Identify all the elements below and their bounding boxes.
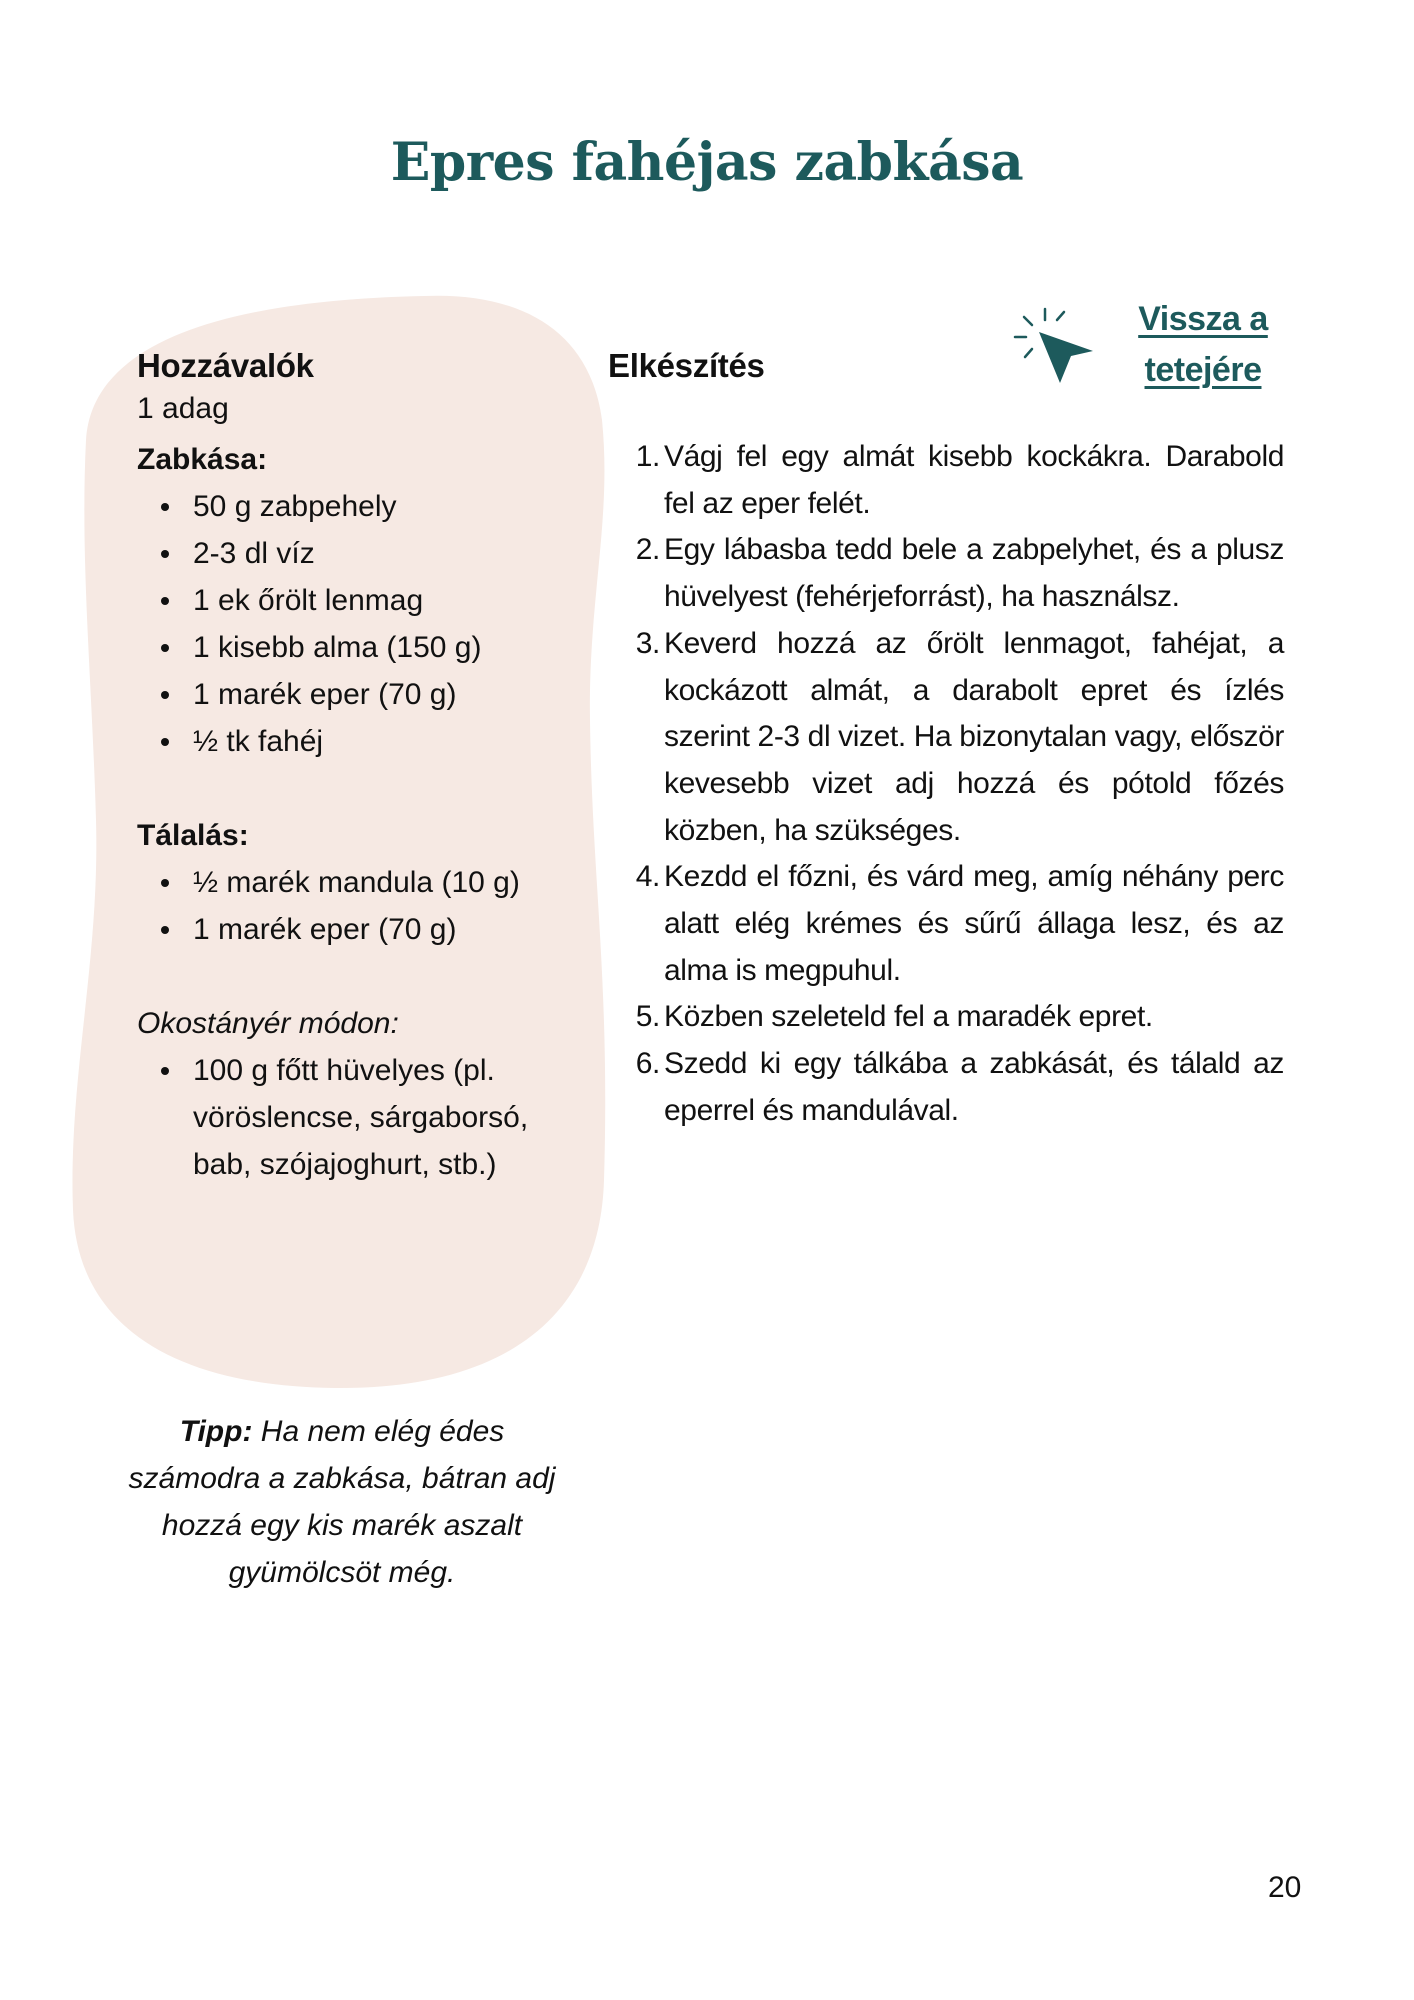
step-number: 6. <box>635 1047 660 1081</box>
tip-label: Tipp: <box>179 1415 253 1448</box>
ingredients-section <box>137 342 577 1188</box>
step-item <box>608 434 1284 527</box>
step-text: Vágj fel egy almát kisebb kockákra. Darabold fel az eper felét. <box>664 440 1284 520</box>
tip-note <box>112 1408 572 1596</box>
step-item <box>608 527 1284 620</box>
ingredients-heading: Hozzávalók <box>137 347 314 384</box>
step-item <box>608 994 1284 1041</box>
step-number: 3. <box>635 626 660 660</box>
step-text: Egy lábasba tedd bele a zabpelyhet, és a plusz hüvelyest (fehérjeforrást), ha használsz. <box>664 533 1284 614</box>
ingredient-item: 1 ek őrölt lenmag <box>193 577 577 624</box>
ingredient-list-talalas <box>137 859 577 953</box>
group-label-talalas: Tálalás: <box>137 819 249 852</box>
ingredient-item: 50 g zabpehely <box>193 483 577 530</box>
ingredient-list-okostanyer <box>137 1047 577 1188</box>
ingredient-item: 1 marék eper (70 g) <box>193 906 577 953</box>
ingredient-item: 1 marék eper (70 g) <box>193 671 577 718</box>
ingredient-item: 1 kisebb alma (150 g) <box>193 624 577 671</box>
group-label-zabkasa: Zabkása: <box>137 443 268 476</box>
steps-list <box>608 434 1284 1135</box>
step-text: Szedd ki egy tálkába a zabkását, és tálald az eperrel és mandulával. <box>664 1047 1284 1127</box>
step-text: Közben szeleteld fel a maradék epret. <box>664 1000 1153 1034</box>
back-to-top-link[interactable] <box>1128 294 1278 396</box>
ingredient-list-zabkasa <box>137 483 577 765</box>
ingredient-item: 100 g főtt hüvelyes (pl. vöröslencse, sárgaborsó, bab, szójajoghurt, stb.) <box>193 1047 577 1188</box>
step-item <box>608 854 1284 994</box>
tip-text: Ha nem elég édes számodra a zabkása, bátran adj hozzá egy kis marék aszalt gyümölcsöt még. <box>128 1415 556 1589</box>
step-number: 1. <box>635 440 660 473</box>
group-label-okostanyer: Okostányér módon: <box>137 1007 399 1040</box>
preparation-heading: Elkészítés <box>608 347 765 384</box>
ingredient-item: ½ marék mandula (10 g) <box>193 859 577 906</box>
page-title: Epres fahéjas zabkása <box>390 132 1024 193</box>
step-number: 2. <box>635 533 660 567</box>
page-number: 20 <box>1268 1871 1302 1904</box>
step-item <box>608 621 1284 855</box>
step-number: 5. <box>635 1000 660 1034</box>
step-item <box>608 1041 1284 1134</box>
ingredient-item: 2-3 dl víz <box>193 530 577 577</box>
preparation-section <box>608 342 1284 1135</box>
ingredient-item: ½ tk fahéj <box>193 718 577 765</box>
back-to-top-line2[interactable]: tetejére <box>1144 351 1262 389</box>
step-number: 4. <box>635 860 660 894</box>
step-text: Keverd hozzá az őrölt lenmagot, fahéjat, a kockázott almát, a darabolt epret és ízlés szerint 2-3 dl vizet. Ha bizonytalan vagy, először kevesebb vizet adj hozzá és pótold főzés közben, ha szükséges. <box>664 626 1284 847</box>
back-to-top-line1[interactable]: Vissza a <box>1138 300 1268 338</box>
cursor-click-icon[interactable] <box>1010 300 1110 390</box>
servings: 1 adag <box>137 392 229 425</box>
step-text: Kezdd el főzni, és várd meg, amíg néhány perc alatt elég krémes és sűrű állaga lesz, és az alma is megpuhul. <box>664 860 1284 987</box>
